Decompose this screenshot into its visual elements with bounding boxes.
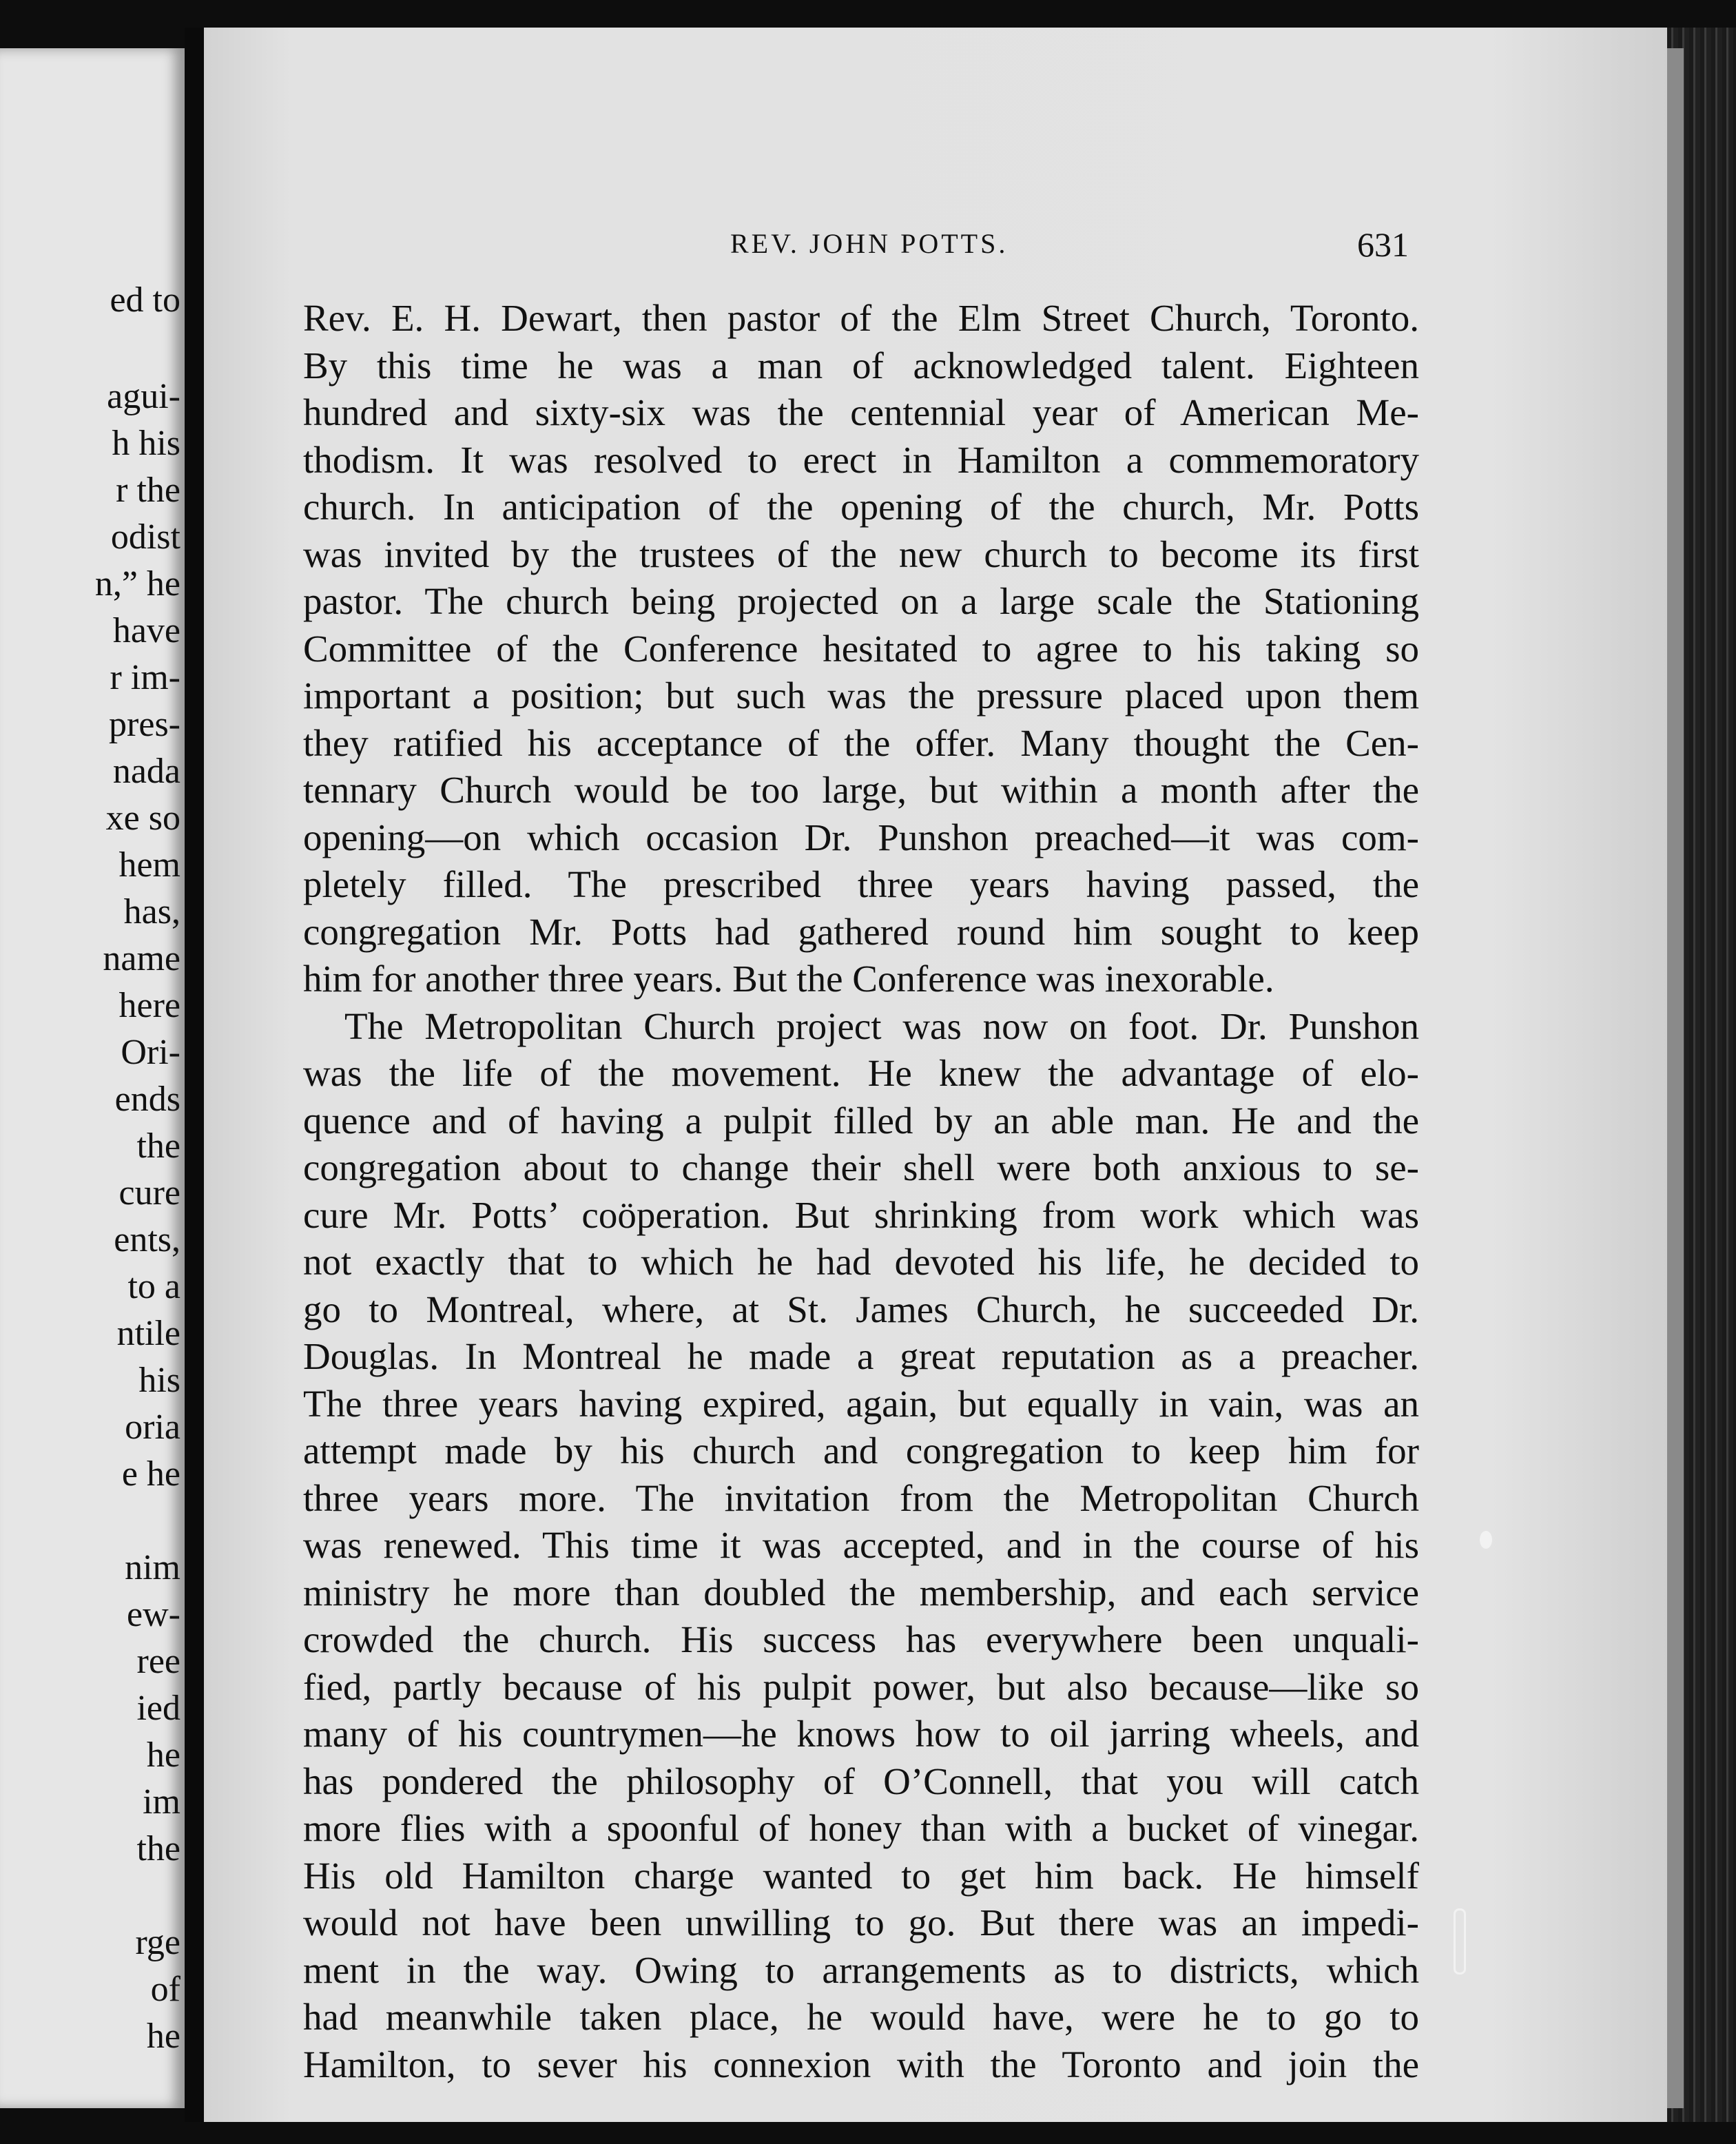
facing-page-line: his bbox=[138, 1361, 180, 1400]
text-line: ment in the way. Owing to arrangements as to districts, which bbox=[303, 1948, 1419, 1991]
text-line: cure Mr. Potts’ coöperation. But shrinking from work which was bbox=[303, 1193, 1419, 1236]
text-line: was the life of the movement. He knew the advantage of elo- bbox=[303, 1052, 1419, 1094]
facing-page-line: r im- bbox=[110, 658, 180, 697]
facing-page-line: ends bbox=[114, 1080, 180, 1119]
facing-page-line: Ori- bbox=[121, 1033, 180, 1072]
facing-page-line: hem bbox=[118, 845, 180, 885]
facing-page-line: here bbox=[118, 986, 180, 1025]
text-line: pastor. The church being projected on a large scale the Stationing bbox=[303, 580, 1419, 622]
facing-page-line: ed to bbox=[110, 280, 180, 320]
text-line: Hamilton, to sever his connexion with the Toronto and join the bbox=[303, 2043, 1419, 2085]
facing-page-line: agui- bbox=[107, 377, 180, 416]
text-line: go to Montreal, where, at St. James Church, he succeeded Dr. bbox=[303, 1288, 1419, 1330]
page-edge-shadow bbox=[1667, 48, 1684, 2108]
text-line: important a position; but such was the pressure placed upon them bbox=[303, 674, 1419, 717]
text-line: attempt made by his church and congregation to keep him for bbox=[303, 1430, 1419, 1472]
facing-page-line: im bbox=[143, 1782, 180, 1822]
text-line: him for another three years. But the Conference was inexorable. bbox=[303, 958, 1274, 1000]
facing-page-line: ents, bbox=[114, 1220, 180, 1259]
facing-page-line: name bbox=[103, 939, 180, 978]
facing-page-line: nada bbox=[112, 752, 180, 791]
facing-page-line: he bbox=[146, 1735, 180, 1775]
facing-page bbox=[0, 48, 185, 2108]
paper-speck bbox=[1454, 1908, 1466, 1975]
text-line: fied, partly because of his pulpit power, but also because—like so bbox=[303, 1665, 1419, 1708]
facing-page-line: he bbox=[146, 2017, 180, 2056]
text-line: had meanwhile taken place, he would have, were he to go to bbox=[303, 1996, 1419, 2038]
facing-page-line: oria bbox=[125, 1408, 180, 1447]
text-line: was invited by the trustees of the new church to become its first bbox=[303, 533, 1419, 575]
facing-page-line: n,” he bbox=[94, 564, 180, 604]
text-line: Douglas. In Montreal he made a great reputation as a preacher. bbox=[303, 1335, 1419, 1377]
facing-page-line: odist bbox=[110, 517, 180, 557]
text-line: would not have been unwilling to go. But there was an impedi- bbox=[303, 1901, 1419, 1944]
running-header: REV. JOHN POTTS. bbox=[730, 228, 1009, 259]
facing-page-line: the bbox=[136, 1829, 180, 1868]
text-line: more flies with a spoonful of honey than with a bucket of vinegar. bbox=[303, 1807, 1419, 1849]
facing-page-line: r the bbox=[116, 471, 180, 510]
text-line: quence and of having a pulpit filled by an able man. He and the bbox=[303, 1099, 1419, 1142]
facing-page-line: ied bbox=[136, 1689, 180, 1728]
text-line: has pondered the philosophy of O’Connell, that you will catch bbox=[303, 1760, 1419, 1802]
page-number: 631 bbox=[1357, 225, 1409, 264]
facing-page-line: ree bbox=[136, 1642, 180, 1681]
text-line: crowded the church. His success has everywhere been unquali- bbox=[303, 1618, 1419, 1660]
facing-page-line: e he bbox=[121, 1454, 180, 1494]
facing-page-line: nim bbox=[125, 1548, 180, 1587]
text-line: was renewed. This time it was accepted, and in the course of his bbox=[303, 1524, 1419, 1566]
facing-page-line: of bbox=[150, 1970, 180, 2009]
text-line: hundred and sixty-six was the centennial year of American Me- bbox=[303, 391, 1419, 433]
body-text bbox=[303, 295, 1419, 2088]
text-line: many of his countrymen—he knows how to oil jarring wheels, and bbox=[303, 1713, 1419, 1755]
facing-page-line: ntile bbox=[116, 1314, 180, 1353]
text-line: By this time he was a man of acknowledged talent. Eighteen bbox=[303, 344, 1419, 386]
facing-page-line: have bbox=[112, 611, 180, 650]
text-line: Rev. E. H. Dewart, then pastor of the Elm Street Church, Toronto. bbox=[303, 297, 1419, 339]
text-line: ministry he more than doubled the membership, and each service bbox=[303, 1571, 1419, 1614]
facing-page-line: to a bbox=[127, 1267, 180, 1306]
facing-page-line: the bbox=[136, 1126, 180, 1166]
text-line: The three years having expired, again, but equally in vain, was an bbox=[303, 1382, 1419, 1425]
text-line: tennary Church would be too large, but within a month after the bbox=[303, 769, 1419, 811]
text-line: The Metropolitan Church project was now on foot. Dr. Punshon bbox=[344, 1004, 1419, 1047]
text-line: they ratified his acceptance of the offer. Many thought the Cen- bbox=[303, 721, 1419, 764]
text-line: Committee of the Conference hesitated to agree to his taking so bbox=[303, 627, 1419, 670]
text-line: opening—on which occasion Dr. Punshon preached—it was com- bbox=[303, 816, 1419, 858]
facing-page-line: cure bbox=[118, 1173, 180, 1213]
text-line: church. In anticipation of the opening of the church, Mr. Potts bbox=[303, 486, 1419, 528]
text-line: three years more. The invitation from the Metropolitan Church bbox=[303, 1476, 1419, 1519]
facing-page-line: xe so bbox=[105, 798, 180, 838]
text-line: not exactly that to which he had devoted his life, he decided to bbox=[303, 1241, 1419, 1283]
text-line: congregation Mr. Potts had gathered round him sought to keep bbox=[303, 910, 1419, 953]
facing-page-line: pres- bbox=[109, 705, 180, 744]
facing-page-line: ew- bbox=[127, 1595, 180, 1634]
text-line: pletely filled. The prescribed three years having passed, the bbox=[303, 863, 1419, 905]
text-line: thodism. It was resolved to erect in Hamilton a commemoratory bbox=[303, 438, 1419, 481]
paper-speck bbox=[1480, 1531, 1492, 1549]
facing-page-line: rge bbox=[135, 1923, 180, 1962]
facing-page-line: h his bbox=[112, 424, 180, 463]
text-line: His old Hamilton charge wanted to get him back. He himself bbox=[303, 1854, 1419, 1897]
book-gutter bbox=[185, 28, 205, 2122]
text-line: congregation about to change their shell were both anxious to se- bbox=[303, 1146, 1419, 1188]
facing-page-line: has, bbox=[123, 892, 180, 931]
